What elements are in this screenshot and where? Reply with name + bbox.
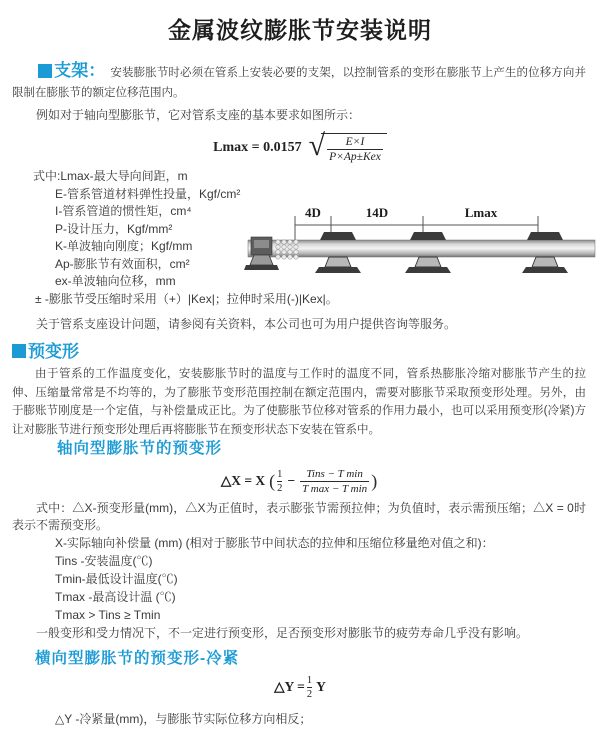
right-paren: ) — [371, 470, 378, 491]
fraction-numerator: Tins − T min — [306, 467, 363, 480]
one-half-fraction — [277, 469, 282, 494]
support-example-text: 例如对于轴向型膨胀节，它对管系支座的基本要求如图所示： — [36, 108, 361, 122]
definition-line: ex-单波轴向位移，mm — [55, 274, 176, 288]
minus-sign: − — [287, 473, 296, 488]
section-marker-icon — [38, 64, 52, 78]
section-predeform-heading — [12, 341, 600, 363]
support-intro-paragraph — [12, 61, 586, 103]
radical-sign-icon: √ — [308, 129, 326, 162]
formula-denominator: P×Ap±Kex — [329, 151, 381, 163]
support-note-text: 关于管系支座设计问题，请参阅有关资料，本公司也可为用户提供咨询等服务。 — [36, 317, 457, 331]
definition-line: ± -膨胀节受压缩时采用（+）|Kex|；拉伸时采用(-)|Kex|。 — [35, 291, 338, 306]
pipe — [248, 240, 595, 257]
axial-predeform-formula — [0, 465, 600, 497]
left-paren: ( — [269, 470, 276, 491]
definition-line: K-单波轴向刚度；Kgf/mm — [55, 239, 193, 253]
radicand — [321, 133, 387, 163]
axial-predeform-heading: 轴向型膨胀节的预变形 — [57, 440, 223, 457]
predeform-paragraph: 由于管系的工作温度变化，安装膨胀节时的温度与工作时的温度不同，管系热膨胀冷缩对膨胀节产生的拉伸、压缩量常常是不均等的，为了膨胀节变形范围控制在额定范围内，需要对膨胀节采取预变形处理。另外，由于膨账节刚度是一个定值，与补偿量成正比。为了使膨胀节位移对管系的作用力最小，也可以采用预变形(冷紧)方让对膨胀节进行预变形处理后再将膨胀节在预变形状态下安装在管系中。 — [12, 368, 586, 436]
definition-line: I-管系管道的惯性矩，cm⁴ — [55, 204, 192, 218]
formula-rhs: Y — [316, 679, 326, 694]
page-title: 金属波纹膨胀节安装说明 — [168, 17, 432, 43]
section-predeform-label: 预变形 — [28, 342, 79, 361]
axial-formula-description: 式中：△X-预变形量(mm)，△X为正值时，表示膨张节需预拉伸；为负值时，表示需预压缩；△X = 0时表示不需预变形。 — [12, 501, 586, 532]
definition-line: 式中:Lmax-最大导向间距，m — [33, 169, 188, 183]
lateral-predeform-formula — [0, 671, 600, 703]
variable-line: Tins -安装温度(℃) — [55, 554, 153, 568]
square-root — [308, 129, 387, 163]
dim-label-lmax: Lmax — [464, 205, 498, 220]
formula-lhs: △X = X — [220, 473, 266, 488]
variable-line: X-实际轴向补偿量 (mm) (相对于膨胀节中间状态的拉伸和压缩位移量绝对值之和)： — [55, 536, 494, 550]
section-support-label: 支架： — [54, 61, 106, 80]
formula-numerator: E×I — [345, 136, 365, 148]
fraction-numerator: 1 — [277, 468, 283, 480]
axial-note-text: 一般变形和受力情况下，不一定进行预变形，足否预变形对膨胀节的疲劳寿命几乎没有影响。 — [36, 626, 529, 640]
lateral-formula-description: △Y -冷紧量(mm)，与膨胀节实际位移方向相反； — [55, 712, 312, 726]
fraction-denominator: T max − T min — [302, 482, 368, 495]
temperature-fraction — [300, 468, 369, 495]
lateral-predeform-heading: 横向型膨胀节的预变形-冷紧 — [35, 650, 240, 667]
definition-line: P-设计压力，Kgf/mm² — [55, 221, 173, 236]
pipe-support-diagram — [243, 204, 600, 292]
definition-line: Ap-膨胀节有效面积，cm² — [55, 256, 190, 271]
variable-line: Tmin-最低设计温度(℃) — [55, 572, 178, 586]
variable-line: Tmax -最高设计温 (℃) — [55, 590, 176, 604]
document-page — [0, 12, 600, 749]
variable-line: Tmax > Tins ≥ Tmin — [55, 608, 161, 622]
fraction-numerator: 1 — [306, 674, 313, 686]
formula-lhs: △Y = — [274, 679, 305, 694]
definition-line: E-管系管道材料弹性投量，Kgf/cm² — [55, 186, 241, 201]
fraction-denominator: 2 — [277, 482, 283, 494]
dim-label-4d: 4D — [305, 205, 321, 220]
fraction-denominator: 2 — [306, 688, 313, 700]
axial-variable-list — [0, 534, 600, 624]
lmax-formula — [0, 129, 600, 167]
one-half-fraction — [307, 675, 312, 700]
dim-label-14d: 14D — [365, 205, 389, 220]
formula-lhs: Lmax = 0.0157 — [213, 140, 302, 155]
section-marker-icon — [12, 344, 26, 358]
support-intro-text: 安装膨胀节时必须在管系上安装必要的支架，以控制管系的变形在膨胀节上产生的位移方向并限制在膨胀节的额定位移范围内。 — [12, 67, 587, 99]
